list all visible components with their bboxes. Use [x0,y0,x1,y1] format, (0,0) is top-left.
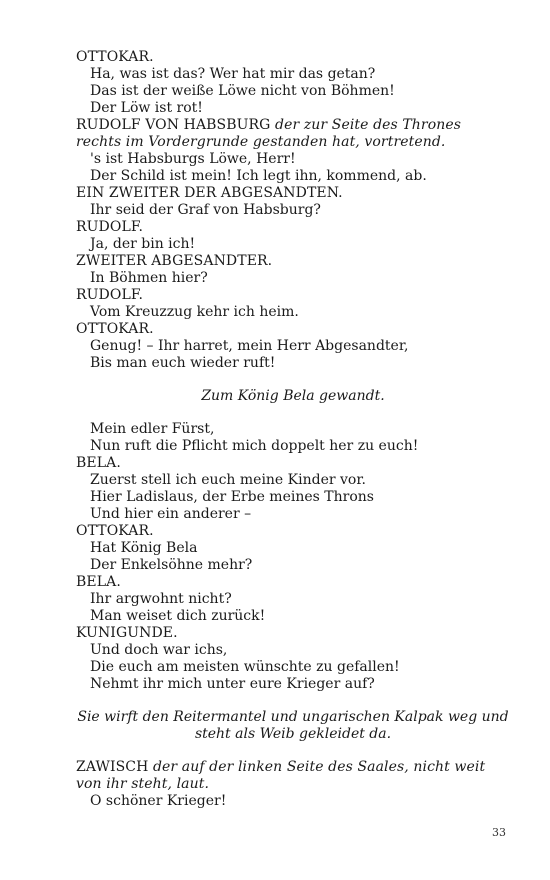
stage-direction-inline: der zur Seite des Thrones rechts im Vordergrunde gestanden hat, vortretend. [76,117,462,150]
verse-line: Hat König Bela [90,540,198,556]
verse-line: Nehmt ihr mich unter eure Krieger auf? [90,676,375,692]
verse-line: Ihr argwohnt nicht? [90,591,232,607]
verse-line: Der Löw ist rot! [90,100,203,116]
blank-line [76,372,510,388]
speaker-name: ZWEITER ABGESANDTER. [76,253,273,269]
speaker-name: BELA. [76,574,121,590]
verse-line: Mein edler Fürst, [90,421,215,437]
blank-line [76,693,510,709]
page-number: 33 [492,826,506,839]
speaker-name: EIN ZWEITER DER ABGESANDTEN. [76,185,343,201]
blank-line [76,743,510,759]
speaker-name: RUDOLF VON HABSBURG [76,117,271,133]
speaker-name: OTTOKAR. [76,321,154,337]
verse-line: Man weiset dich zurück! [90,608,266,624]
verse-line: Bis man euch wieder ruft! [90,355,276,371]
stage-direction: Sie wirft den Reitermantel und ungarischen Kalpak weg und steht als Weib gekleidet da. [77,709,509,742]
verse-line: Das ist der weiße Löwe nicht von Böhmen! [90,83,395,99]
speaker-name: OTTOKAR. [76,49,154,65]
document-page [76,49,510,810]
speaker-name: KUNIGUNDE. [76,625,178,641]
speaker-with-direction [76,117,510,151]
speaker-with-direction [76,759,510,793]
speaker-name: RUDOLF. [76,287,144,303]
stage-direction-inline: der auf der linken Seite des Saales, nicht weit von ihr steht, laut. [76,759,486,792]
stage-direction: Zum König Bela gewandt. [201,388,385,404]
verse-line: Der Enkelsöhne mehr? [90,557,253,573]
speaker-name: BELA. [76,455,121,471]
verse-line: Der Schild ist mein! Ich legt ihn, kommend, ab. [90,168,427,184]
verse-line: Ihr seid der Graf von Habsburg? [90,202,321,218]
verse-line: Hier Ladislaus, der Erbe meines Throns [90,489,374,505]
verse-line: Und hier ein anderer – [90,506,252,522]
verse-line: Nun ruft die Pflicht mich doppelt her zu euch! [90,438,419,454]
verse-line: Und doch war ichs, [90,642,228,658]
verse-line: 's ist Habsburgs Löwe, Herr! [90,151,296,167]
speaker-name: OTTOKAR. [76,523,154,539]
speaker-name: ZAWISCH [76,759,149,775]
verse-line: In Böhmen hier? [90,270,208,286]
verse-line: O schöner Krieger! [90,793,227,809]
verse-line: Vom Kreuzzug kehr ich heim. [90,304,299,320]
verse-line: Die euch am meisten wünschte zu gefallen! [90,659,400,675]
blank-line [76,405,510,421]
verse-line: Ja, der bin ich! [90,236,196,252]
speaker-name: RUDOLF. [76,219,144,235]
verse-line: Genug! – Ihr harret, mein Herr Abgesandter, [90,338,409,354]
verse-line: Zuerst stell ich euch meine Kinder vor. [90,472,366,488]
verse-line: Ha, was ist das? Wer hat mir das getan? [90,66,376,82]
